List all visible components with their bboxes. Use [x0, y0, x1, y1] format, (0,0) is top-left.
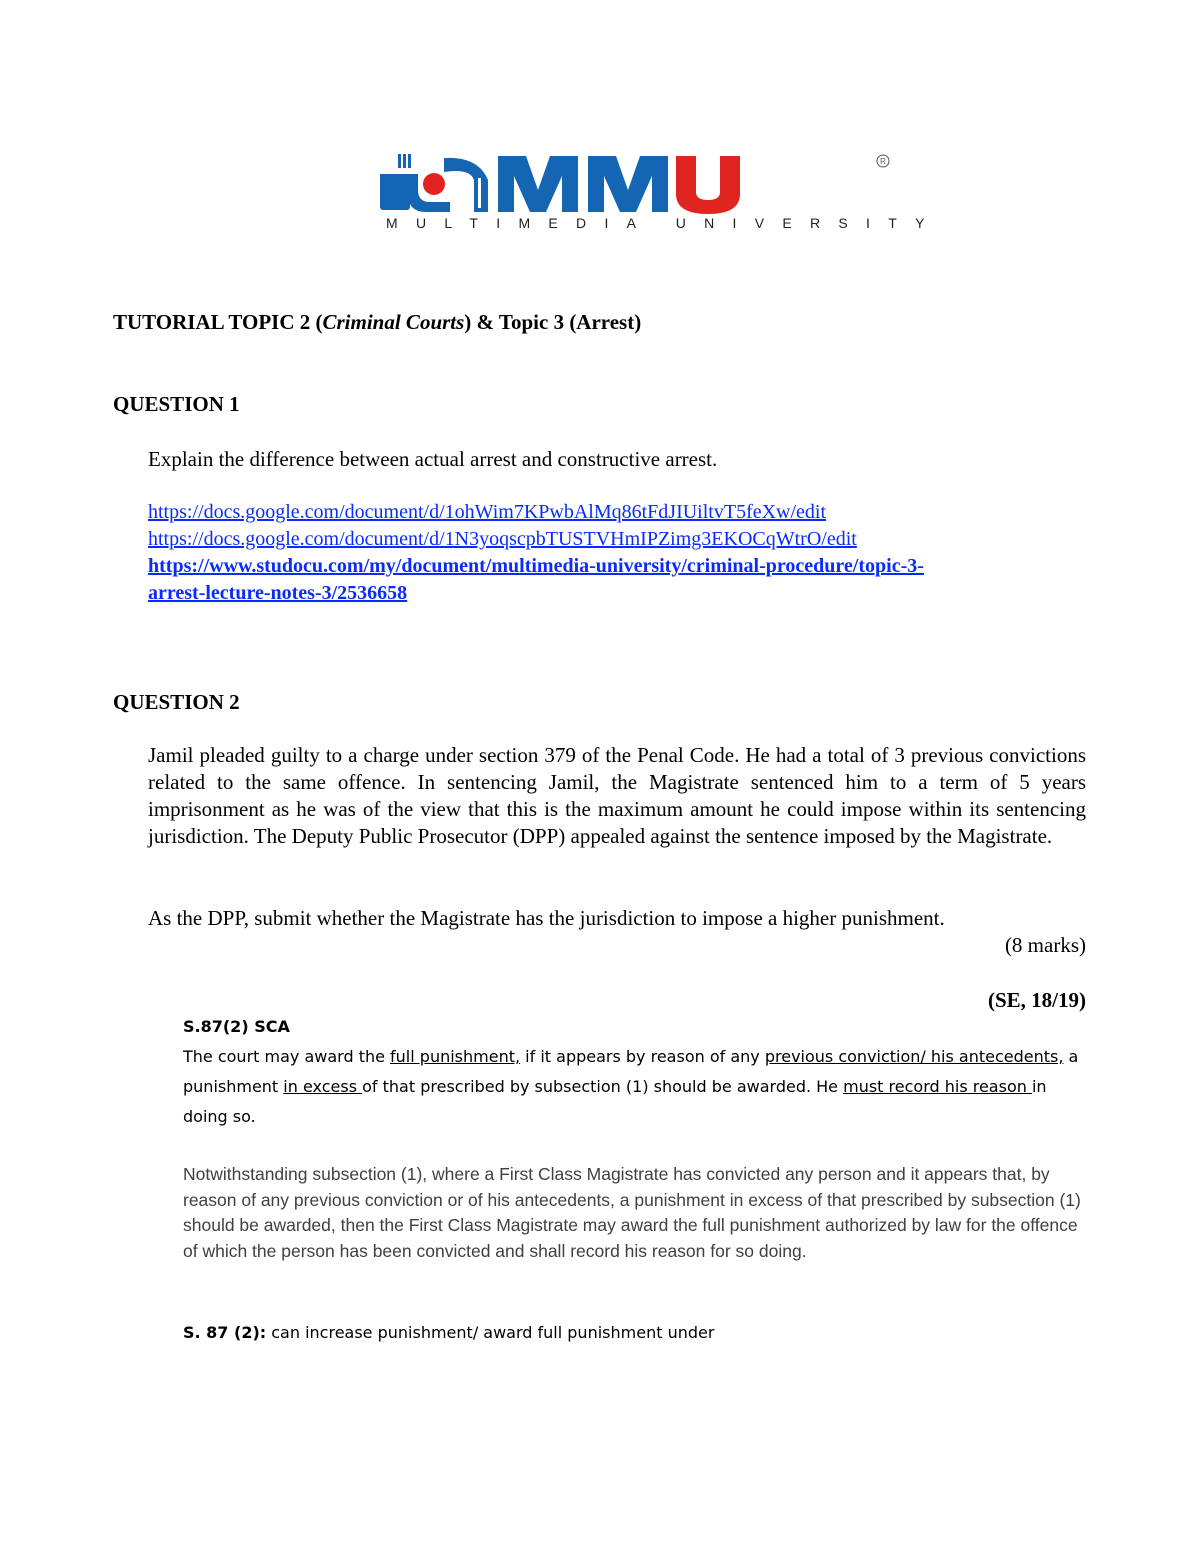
mmu-emblem-icon — [380, 154, 488, 212]
notes-last-line: S. 87 (2): can increase punishment/ award full punishment under — [183, 1323, 715, 1342]
svg-text:R: R — [880, 157, 886, 166]
question-1-text: Explain the difference between actual arrest and constructive arrest. — [148, 447, 718, 471]
question-2-instruction: As the DPP, submit whether the Magistrate has the jurisdiction to impose a higher punishment. — [148, 906, 945, 930]
link-studocu-line-2[interactable]: arrest-lecture-notes-3/2536658 — [148, 582, 408, 604]
question-2-source: (SE, 18/19) — [987, 988, 1086, 1012]
logo-tagline: MULTIMEDIA UNIVERSITY — [386, 215, 943, 231]
link-studocu-line-1[interactable]: https://www.studocu.com/my/document/multimedia-university/criminal-procedure/topic-3- — [148, 555, 924, 577]
mmu-wordmark — [498, 156, 740, 214]
notes-statute-quote: Notwithstanding subsection (1), where a First Class Magistrate has convicted any person and it appears that, by reason of any previous conviction or of his antecedents, a punishment in excess of that prescribed by subsection (1) should be awarded, then the First Class Magistrate may award the full punishment authorized by law for the offence of which the person has been convicted and shall record his reason for so doing. — [183, 1164, 1081, 1261]
question-2-heading: QUESTION 2 — [113, 690, 240, 714]
link-google-doc-1[interactable]: https://docs.google.com/document/d/1ohWim7KPwbAlMq86tFdJIUiltvT5feXw/edit — [148, 501, 827, 523]
question-1-heading: QUESTION 1 — [113, 392, 240, 416]
notes-heading: S.87(2) SCA — [183, 1017, 290, 1036]
link-google-doc-2[interactable]: https://docs.google.com/document/d/1N3yoqscpbTUSTVHmIPZimg3EKOCqWtrO/edit — [148, 528, 857, 550]
question-2-marks: (8 marks) — [1004, 933, 1086, 957]
page-title: TUTORIAL TOPIC 2 (Criminal Courts) & Topic 3 (Arrest) — [113, 310, 642, 334]
question-2-paragraph: Jamil pleaded guilty to a charge under section 379 of the Penal Code. He had a total of 3 previous convictions related to the same offence. In sentencing Jamil, the Magistrate sentenced him to a term of 5 years imprisonment as he was of the view that this is the maximum amount he could impose within its sentencing jurisdiction. The Deputy Public Prosecutor (DPP) appealed against the sentence imposed by the Magistrate. — [148, 743, 1086, 848]
notes-summary: The court may award the full punishment, if it appears by reason of any previous conviction/ his antecedents, a punishment in excess of that prescribed by subsection (1) should be awarded. He must record his reason in doing so. — [183, 1047, 1079, 1126]
